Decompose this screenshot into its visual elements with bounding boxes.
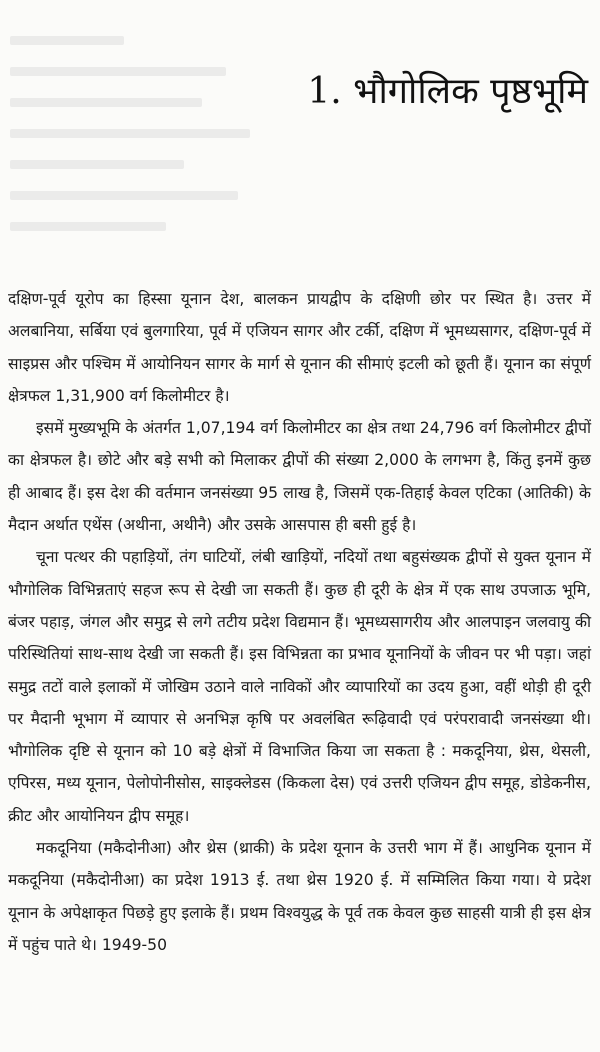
body-text: [8, 283, 591, 961]
paragraph: मकदूनिया (मकैदोनीआ) और थ्रेस (थ्राकी) के प्रदेश यूनान के उत्तरी भाग में हैं। आधुनिक यूनान में मकदूनिया (मकैदोनीआ) का प्रदेश 1913 ई. तथा थ्रेस 1920 ई. में सम्मिलित किया गया। ये प्रदेश यूनान के अपेक्षाकृत पिछड़े हुए इलाके हैं। प्रथम विश्वयुद्ध के पूर्व तक केवल कुछ साहसी यात्री ही इस क्षेत्र में पहुंच पाते थे। 1949-50: [8, 839, 591, 954]
paragraph: चूना पत्थर की पहाड़ियों, तंग घाटियों, लंबी खाड़ियों, नदियों तथा बहुसंख्यक द्वीपों से युक्त यूनान में भौगोलिक विभिन्नताएं सहज रूप से देखी जा सकती हैं। कुछ ही दूरी के क्षेत्र में एक साथ उपजाऊ भूमि, बंजर पहाड़, जंगल और समुद्र से लगे तटीय प्रदेश विद्यमान हैं। भूमध्यसागरीय और आलपाइन जलवायु की परिस्थितियां साथ-साथ देखी जा सकती हैं। इस विभिन्नता का प्रभाव यूनानियों के जीवन पर भी पड़ा। जहां समुद्र तटों वाले इलाकों में जोखिम उठाने वाले नाविकों और व्यापारियों का उदय हुआ, वहीं थोड़ी ही दूरी पर मैदानी भूभाग में व्यापार से अनभिज्ञ कृषि पर अवलंबित रूढ़िवादी एवं परंपरावादी जनसंख्या थी। भौगोलिक दृष्टि से यूनान को 10 बड़े क्षेत्रों में विभाजित किया जा सकता है : मकदूनिया, थ्रेस, थेसली, एपिरस, मध्य यूनान, पेलोपोनीसोस, साइक्लेडस (किकला देस) एवं उत्तरी एजियन द्वीप समूह, डोडेकनीस, क्रीट और आयोनियन द्वीप समूह।: [8, 548, 591, 825]
facing-page-bleed-through: [10, 36, 310, 266]
paragraph: दक्षिण-पूर्व यूरोप का हिस्सा यूनान देश, बालकन प्रायद्वीप के दक्षिणी छोर पर स्थित है। उत्तर में अलबानिया, सर्बिया एवं बुलगारिया, पूर्व में एजियन सागर और टर्की, दक्षिण में भूमध्यसागर, दक्षिण-पूर्व में साइप्रस और पश्चिम में आयोनियन सागर के मार्ग से यूनान की सीमाएं इटली को छूती हैं। यूनान का संपूर्ण क्षेत्रफल 1,31,900 वर्ग किलोमीटर है।: [8, 290, 591, 405]
paragraph: इसमें मुख्यभूमि के अंतर्गत 1,07,194 वर्ग किलोमीटर का क्षेत्र तथा 24,796 वर्ग किलोमीटर द्वीपों का क्षेत्रफल है। छोटे और बड़े सभी को मिलाकर द्वीपों की संख्या 2,000 के लगभग है, किंतु इनमें कुछ ही आबाद हैं। इस देश की वर्तमान जनसंख्या 95 लाख है, जिसमें एक-तिहाई केवल एटिका (आतिकी) के मैदान अर्थात एथेंस (अथीना, अथीनै) और उसके आसपास ही बसी हुई है।: [8, 419, 591, 535]
chapter-title: 1. भौगोलिक पृष्ठभूमि: [307, 71, 588, 112]
